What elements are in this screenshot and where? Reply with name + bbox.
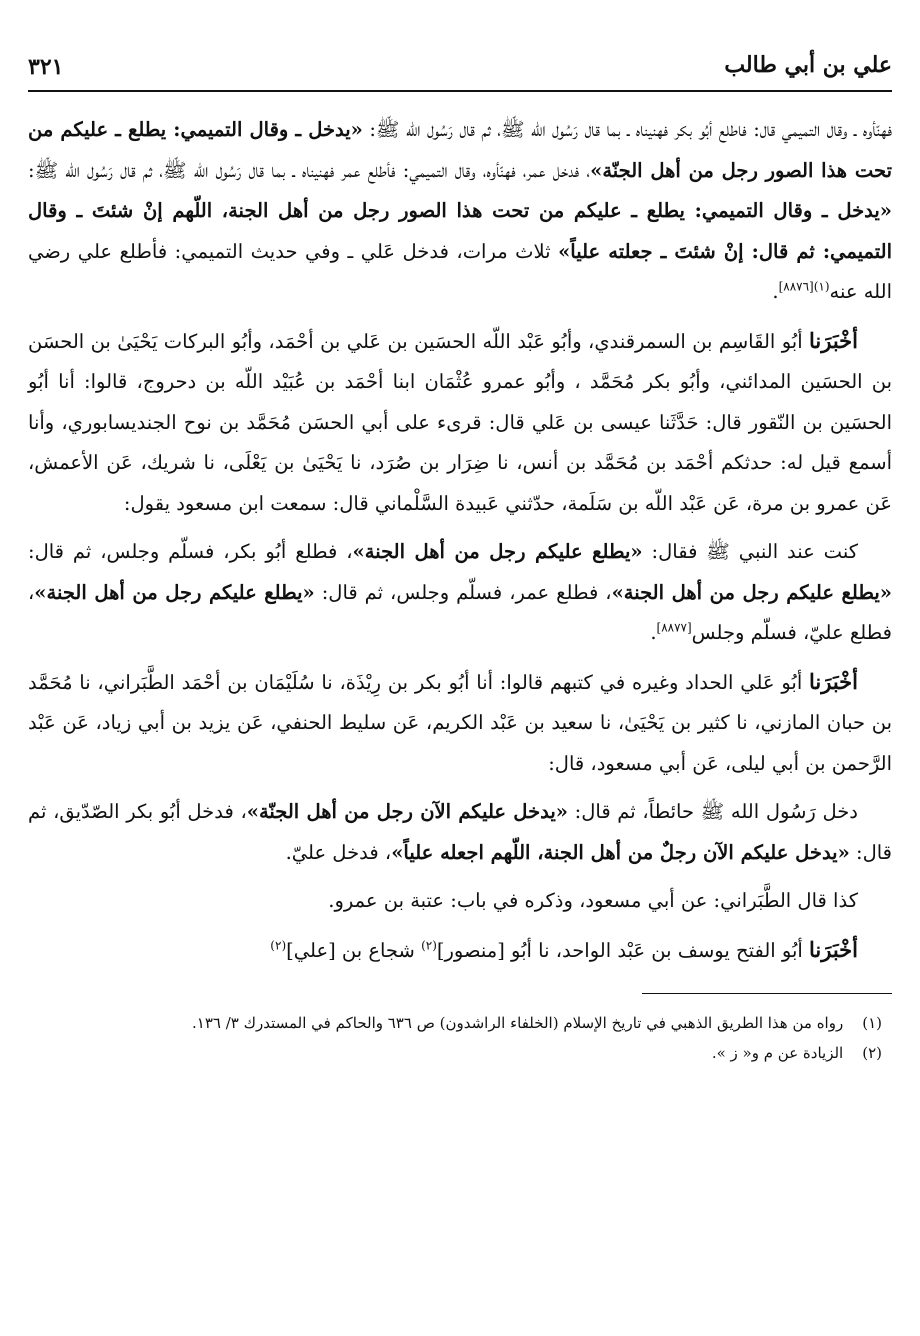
text-run: دخل رَسُول الله ﷺ حائطاً، ثم قال: xyxy=(567,800,858,823)
footnote-2 xyxy=(28,1038,892,1068)
text-run: شجاع بن [علي] xyxy=(286,938,422,962)
isnad-lead-word: أخْبَرَنا xyxy=(809,936,858,962)
text-run: كنت عند النبي ﷺ فقال: xyxy=(642,540,858,563)
reference-marker: [٨٨٧٧] xyxy=(656,620,692,635)
text-run: ، فدخل عمر، فهنّأوه، وقال التميمي: فأطلع عمر فهنيناه ـ بما قال رَسُول الله ﷺ، ثم قال رَسُول الله ﷺ: xyxy=(28,158,591,182)
reference-marker: (١) xyxy=(813,279,830,294)
isnad-lead-word: أخْبَرَنا xyxy=(809,327,858,353)
text-run: ، فطلع أبُو بكر، فسلّم وجلس، ثم قال: xyxy=(28,540,353,563)
hadith-quote: «يطلع عليكم رجل من أهل الجنة» xyxy=(352,540,643,563)
reference-marker: [٨٨٧٦] xyxy=(778,279,814,294)
text-run: أبُو عَلي الحداد وغيره في كتبهم قالوا: أنا أبُو بكر بن رِيْذَة، نا سُلَيْمَان بن أحْمَد الطَّبَراني، نا مُحَمَّد بن حبان المازني، نا كثير بن يَحْيَىٰ، نا سعيد بن عَبْد الكريم، عَن سليط الحنفي، عَن يزيد بن أبي زياد، عَن عَبْد الرَّحمن بن أبي ليلى، عَن أبي مسعود، قال: xyxy=(28,670,892,775)
paragraph-3 xyxy=(28,532,892,654)
text-run: كذا قال الطَّبَراني: عن أبي مسعود، وذكره في باب: عتبة بن عمرو. xyxy=(328,889,858,912)
text-run: ، فطلع عليّ، فسلّم وجلس xyxy=(28,580,892,644)
paragraph-1 xyxy=(28,110,892,313)
running-title: علي بن أبي طالب xyxy=(724,52,892,78)
text-run: أبُو القَاسِم بن السمرقندي، وأبُو عَبْد اللّه الحسَين بن عَلي بن أحْمَد، وأبُو البركات يَحْيَىٰ بن الحسَن بن الحسَين المدائني، وأبُو بكر مُحَمَّد ، وأبُو عمرو عُثْمَان ابنا أحْمَد بن عُبَيْد اللّه بن دحروج، قالوا: أنا أبُو الحسَين بن النّقور قال: حَدَّثَنا عيسى بن عَلي قال: قرىء على أبي الحسَن مُحَمَّد بن نوح الجنديسابوري، وأنا أسمع قيل له: حدثكم أحْمَد بن مُحَمَّد بن أنس، نا ضِرَار بن صُرَد، نا يَحْيَىٰ بن يَعْلَى، نا شريك، عَن الأعمش، عَن عمرو بن مرة، عَن عَبْد اللّه بن سَلَمة، حدّثني عَبيدة السَّلْماني قال: سمعت ابن مسعود يقول: xyxy=(28,329,892,515)
paragraph-5 xyxy=(28,792,892,873)
hadith-quote: «يدخل عليكم الآن رجلٌ من أهل الجنة، اللّهم اجعله علياً» xyxy=(391,840,850,864)
footnote-divider xyxy=(642,993,892,994)
footnote-text: الزيادة عن م و« ز ». xyxy=(711,1044,844,1062)
body-text xyxy=(28,110,892,971)
text-run: ، فدخل عليّ. xyxy=(285,840,392,864)
book-page xyxy=(28,40,892,1310)
paragraph-7 xyxy=(28,930,892,972)
text-run: فهنّأوه ـ وقال التميمي قال: فاطلع أبُو بكر فهنيناه ـ بما قال رَسُول الله ﷺ، ثم قال رَسُول الله ﷺ: xyxy=(362,118,892,141)
paragraph-2 xyxy=(28,321,892,525)
hadith-quote: «يطلع عليكم رجل من أهل الجنة» xyxy=(611,580,892,604)
paragraph-6 xyxy=(28,881,892,922)
reference-marker: (٢) xyxy=(421,938,437,952)
running-header xyxy=(28,40,892,92)
text-run: ، فطلع عمر، فسلّم وجلس، ثم قال: xyxy=(314,580,612,604)
text-run: أبُو الفتح يوسف بن عَبْد الواحد، نا أبُو [منصور] xyxy=(436,938,810,962)
hadith-quote: «يدخل ـ وقال التميمي: يطلع ـ عليكم من تحت هذا الصور رجل من أهل الجنة، اللّهم إنْ شئتَ ـ وقال التميمي: ثم قال: إنْ شئتَ ـ جعلته علياً» xyxy=(28,199,892,263)
isnad-lead-word: أخْبَرَنا xyxy=(809,668,858,694)
hadith-quote: «يطلع عليكم رجل من أهل الجنة» xyxy=(34,580,315,604)
footnote-number: (٢) xyxy=(862,1044,882,1062)
text-run: ثلاث مرات، فدخل عَلي ـ وفي حديث التميمي: فأطلع علي رضي الله عنه xyxy=(28,239,892,303)
text-run: . xyxy=(772,280,779,303)
text-run: ، فدخل أبُو بكر الصّدّيق، ثم قال: xyxy=(28,800,892,864)
hadith-quote: «يدخل عليكم الآن رجل من أهل الجنّة» xyxy=(246,800,568,823)
text-run: . xyxy=(650,621,657,644)
footnote-number: (١) xyxy=(862,1014,882,1032)
paragraph-4 xyxy=(28,662,892,785)
footnote-text: رواه من هذا الطريق الذهبي في تاريخ الإسلام (الخلفاء الراشدون) ص ٦٣٦ والحاكم في المستدرك ٣/ ١٣٦. xyxy=(192,1014,844,1032)
footnotes xyxy=(28,1008,892,1068)
footnote-1 xyxy=(28,1008,892,1038)
hadith-quote: «يدخل ـ وقال التميمي: يطلع ـ عليكم من تحت هذا الصور رجل من أهل الجنّة» xyxy=(28,118,893,182)
page-number: ٣٢١ xyxy=(28,54,64,80)
reference-marker: (٢) xyxy=(270,938,287,952)
